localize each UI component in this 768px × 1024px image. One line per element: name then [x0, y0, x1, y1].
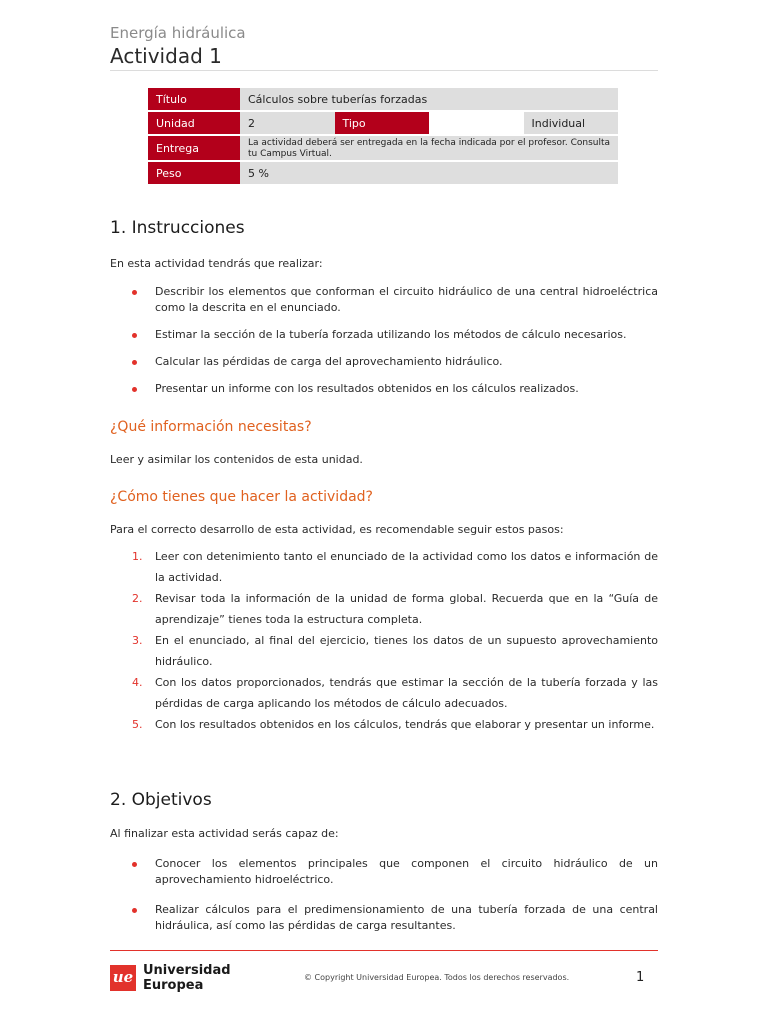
como-heading: ¿Cómo tienes que hacer la actividad?: [110, 489, 373, 505]
entrega-value: La actividad deberá ser entregada en la fecha indicada por el profesor. Consulta tu Campus Virtual.: [240, 136, 618, 160]
list-item-text: Estimar la sección de la tubería forzada utilizando los métodos de cálculo necesarios.: [155, 328, 627, 341]
university-logo: [110, 964, 250, 992]
step-text: Leer con detenimiento tanto el enunciado de la actividad como los datos e información de la actividad.: [155, 550, 658, 584]
list-item: [110, 714, 658, 735]
bullet-icon: [132, 360, 137, 365]
tipo-label: Tipo: [335, 112, 430, 134]
subject-title: Energía hidráulica: [110, 24, 246, 42]
list-item: [110, 354, 658, 370]
step-text: Con los datos proporcionados, tendrás que estimar la sección de la tubería forzada y las pérdidas de carga aplicando los métodos de cálculo adecuados.: [155, 676, 658, 710]
list-item-text: Realizar cálculos para el predimensionamiento de una tubería forzada de una central hidráulica, así como las pérdidas de carga resultantes.: [155, 903, 658, 932]
unidad-value: 2: [240, 112, 335, 134]
header-divider: [110, 70, 658, 71]
logo-text-line1: Universidad: [143, 963, 231, 978]
pasos-list: [110, 546, 658, 735]
bullet-icon: [132, 290, 137, 295]
list-item: [110, 327, 658, 343]
step-text: En el enunciado, al final del ejercicio, tienes los datos de un supuesto aprovechamiento hidráulico.: [155, 634, 658, 668]
list-item-text: Presentar un informe con los resultados obtenidos en los cálculos realizados.: [155, 382, 579, 395]
objetivos-intro: Al finalizar esta actividad serás capaz de:: [110, 827, 339, 840]
list-item: [110, 902, 658, 934]
step-number: 4.: [132, 676, 143, 689]
logo-text-line2: Europea: [143, 978, 204, 993]
ue-logo-icon: ue: [110, 965, 136, 991]
footer-divider: [110, 950, 658, 951]
info-row-entrega: [148, 136, 618, 160]
list-item-text: Calcular las pérdidas de carga del aprovechamiento hidráulico.: [155, 355, 503, 368]
bullet-icon: [132, 333, 137, 338]
copyright-notice: © Copyright Universidad Europea. Todos los derechos reservados.: [304, 973, 570, 982]
page-number: 1: [636, 970, 645, 985]
objetivos-heading: 2. Objetivos: [110, 790, 212, 810]
step-number: 3.: [132, 634, 143, 647]
tipo-separator: [429, 112, 524, 134]
step-number: 2.: [132, 592, 143, 605]
unidad-label: Unidad: [148, 112, 240, 134]
list-item-text: Conocer los elementos principales que componen el circuito hidráulico de un aprovechamiento hidroeléctrico.: [155, 857, 658, 886]
list-item: [110, 856, 658, 888]
como-intro: Para el correcto desarrollo de esta actividad, es recomendable seguir estos pasos:: [110, 523, 564, 536]
peso-value: 5 %: [240, 162, 618, 184]
instrucciones-list: [110, 284, 658, 397]
instrucciones-heading: 1. Instrucciones: [110, 218, 245, 238]
instrucciones-intro: En esta actividad tendrás que realizar:: [110, 257, 323, 270]
info-row-unidad: [148, 112, 618, 134]
objetivos-list: [110, 856, 658, 934]
step-text: Revisar toda la información de la unidad de forma global. Recuerda que en la “Guía de aprendizaje” tienes toda la estructura completa.: [155, 592, 658, 626]
titulo-value: Cálculos sobre tuberías forzadas: [240, 88, 618, 110]
bullet-icon: [132, 862, 137, 867]
activity-info-table: [148, 86, 618, 186]
step-number: 1.: [132, 550, 143, 563]
que-info-heading: ¿Qué información necesitas?: [110, 419, 312, 435]
list-item: [110, 381, 658, 397]
activity-title: Actividad 1: [110, 44, 222, 68]
page-header: [0, 0, 768, 80]
bullet-icon: [132, 387, 137, 392]
info-row-titulo: [148, 88, 618, 110]
list-item-text: Describir los elementos que conforman el circuito hidráulico de una central hidroeléctrica como la descrita en el enunciado.: [155, 285, 658, 314]
que-info-text: Leer y asimilar los contenidos de esta unidad.: [110, 453, 363, 466]
list-item: [110, 588, 658, 630]
list-item: [110, 630, 658, 672]
titulo-label: Título: [148, 88, 240, 110]
list-item: [110, 546, 658, 588]
tipo-value: Individual: [524, 112, 619, 134]
entrega-label: Entrega: [148, 136, 240, 160]
bullet-icon: [132, 908, 137, 913]
step-number: 5.: [132, 718, 143, 731]
peso-label: Peso: [148, 162, 240, 184]
list-item: [110, 284, 658, 316]
list-item: [110, 672, 658, 714]
step-text: Con los resultados obtenidos en los cálculos, tendrás que elaborar y presentar un informe.: [155, 718, 655, 731]
info-row-peso: [148, 162, 618, 184]
